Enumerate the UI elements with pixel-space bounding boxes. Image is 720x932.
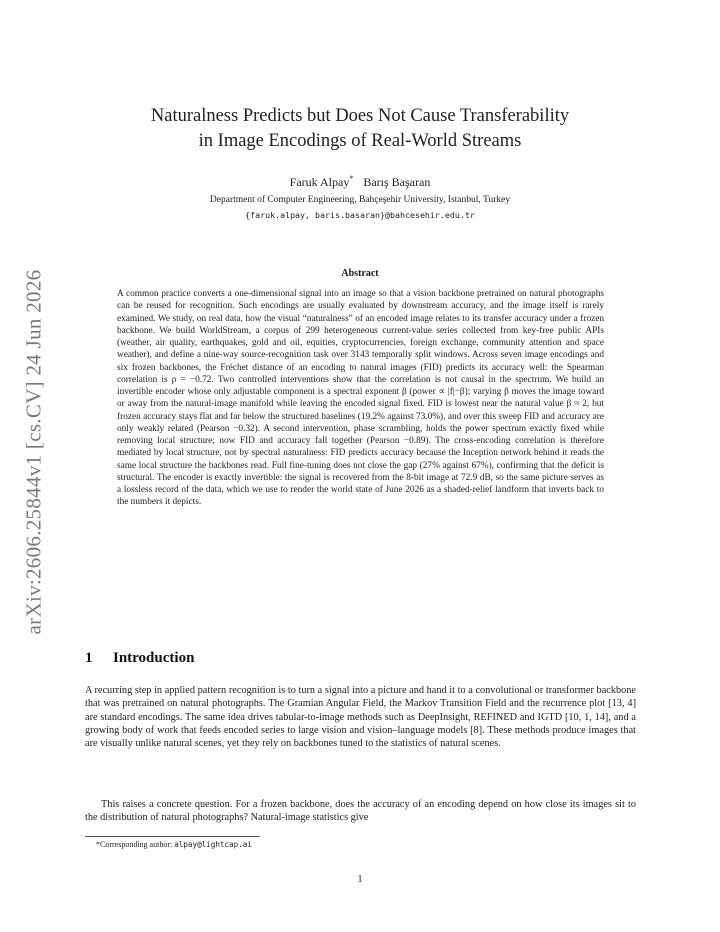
abstract-heading: Abstract xyxy=(341,268,379,279)
body-paragraph: This raises a concrete question. For a frozen backbone, does the accuracy of an encoding depend on how close its images sit to the distribution of natural photographs? Natural-image statistics give xyxy=(85,799,636,824)
author-list xyxy=(0,174,720,190)
footnote-label: *Corresponding author: xyxy=(96,840,175,849)
title-line-2: in Image Encodings of Real-World Streams xyxy=(198,131,522,151)
paper-title xyxy=(0,104,720,154)
body-paragraph: A recurring step in applied pattern recognition is to turn a signal into a picture and hand it to a convolutional or transformer backbone that was pretrained on natural photographs. The Gramian Angular Field, the Markov Transition Field and the recurrence plot [13, 4] are standard encodings. The same idea drives tabular-to-image methods such as DeepInsight, REFINED and IGTD [10, 1, 14], and a growing body of work that feeds encoded series to large vision and vision–language models [8]. These methods produce images that are visually unlike natural scenes, yet they rely on backbones tuned to the statistics of natural scenes. xyxy=(85,685,636,750)
section-heading xyxy=(85,650,194,667)
footnote-email: alpay@lightcap.ai xyxy=(174,840,252,849)
page-number: 1 xyxy=(357,874,363,885)
section-number: 1 xyxy=(85,650,93,666)
title-line-1: Naturalness Predicts but Does Not Cause Transferability xyxy=(150,106,570,126)
section-title: Introduction xyxy=(113,650,195,666)
affiliation: Department of Computer Engineering, Bahçeşehir University, Istanbul, Turkey xyxy=(209,195,511,205)
author-name: Faruk Alpay xyxy=(289,175,350,189)
arxiv-identifier-stamp: arXiv:2606.25844v1 [cs.CV] 24 Jun 2026 xyxy=(21,269,46,635)
abstract-text: A common practice converts a one-dimensional signal into an image so that a vision backbone pretrained on natural photographs can be reused for recognition. Such encodings are usually evaluated by downstream accuracy, and the image itself is rarely examined. We study, on real data, how the visual “naturalness” of an encoded image relates to its transfer accuracy under a frozen backbone. We build WorldStream, a corpus of 299 heterogeneous current-value series collected from key-free public APIs (weather, air quality, earthquakes, gold and oil, equities, cryptocurrencies, foreign exchange, community attention and space weather), and define a nine-way source-recognition task over 3143 temporally split windows. Across seven image encodings and six frozen backbones, the Fréchet distance of an encoding to natural images (FID) predicts its accuracy well: the Spearman correlation is ρ = −0.72. Two controlled interventions show that the correlation is not causal in the spectrum. We build an invertible encoder whose only adjustable component is a spectral exponent β (power ∝ |f|−β); varying β moves the image toward or away from the natural-image manifold while leaving the encoded signal fixed. FID is lowest near the natural value β ≈ 2, but frozen accuracy stays flat and far below the structured baselines (19.2% against 73.0%), and over this sweep FID and accuracy are only weakly related (Pearson −0.32). A second intervention, phase scrambling, holds the power spectrum exactly fixed while removing local structure; now FID and accuracy fall together (Pearson −0.89). The cross-encoding correlation is therefore mediated by local structure, not by spectral naturalness: FID predicts accuracy because the Inception network behind it reads the same local structure the backbones read. Full fine-tuning does not close the gap (27% against 67%), confirming that the deficit is structural. The encoder is exactly invertible: the signal is recovered from the 8-bit image at 72.9 dB, so the same picture serves as a lossless record of the data, which we use to render the world state of June 2026 as a shaded-relief landform that inverts back to the numbers it depicts. xyxy=(117,289,604,508)
footnote-divider xyxy=(85,836,260,837)
corresponding-author-mark: * xyxy=(349,174,354,183)
footnote xyxy=(96,840,252,849)
author-name: Barış Başaran xyxy=(363,175,431,189)
author-email: {faruk.alpay, baris.basaran}@bahcesehir.edu.tr xyxy=(245,210,475,220)
